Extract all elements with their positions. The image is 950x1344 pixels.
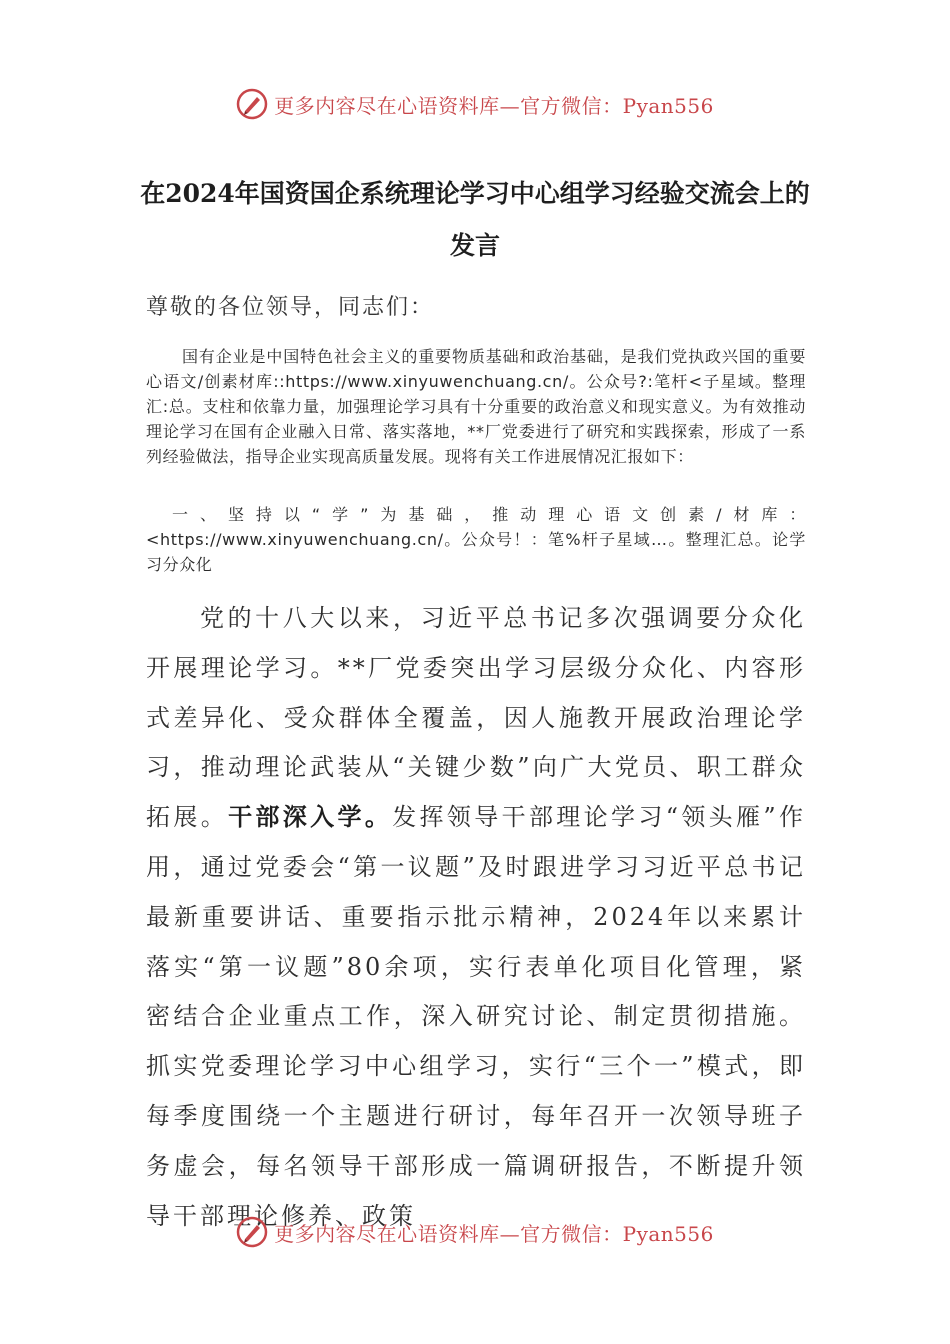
- header-banner-text: 更多内容尽在心语资料库—官方微信：Pyan556: [274, 93, 714, 118]
- body-text-before: 党的十八大以来，习近平总书记多次强调要分众化开展理论学习。**厂党委突出学习层级分众化、内容形式差异化、受众群体全覆盖，因人施教开展政治理论学习，推动理论武装从“关键少数”向广大党员、职工群众拓展。: [146, 604, 806, 832]
- wechat-account: Pyan556: [622, 1221, 714, 1246]
- pen-logo-icon: [236, 88, 268, 120]
- header-banner: [0, 84, 950, 124]
- salutation: 尊敬的各位领导，同志们：: [146, 295, 435, 320]
- body-bold-phrase: 干部深入学。: [228, 803, 393, 832]
- body-text-after: 发挥领导干部理论学习“领头雁”作用，通过党委会“第一议题”及时跟进学习习近平总书记最新重要讲话、重要指示批示精神，2024年以来累计落实“第一议题”80余项，实行表单化项目化管理，紧密结合企业重点工作，深入研究讨论、制定贯彻措施。抓实党委理论学习中心组学习，实行“三个一”模式，即每季度围绕一个主题进行研讨，每年召开一次领导班子务虚会，每名领导干部形成一篇调研报告，不断提升领导干部理论修养、政策: [146, 803, 807, 1230]
- wechat-account: Pyan556: [622, 93, 714, 118]
- intro-paragraph: 国有企业是中国特色社会主义的重要物质基础和政治基础，是我们党执政兴国的重要心语文/创素材库::https://www.xinyuwenchuang.cn/。公众号?:笔杆<子星域。整理汇:总。支柱和依靠力量，加强理论学习具有十分重要的政治意义和现实意义。为有效推动理论学习在国有企业融入日常、落实落地，**厂党委进行了研究和实践探索，形成了一系列经验做法，指导企业实现高质量发展。现将有关工作进展情况汇报如下：: [146, 347, 806, 466]
- pen-logo-icon: [236, 1216, 268, 1248]
- footer-banner: [0, 1212, 950, 1252]
- document-title: 在2024年国资国企系统理论学习中心组学习经验交流会上的发言: [140, 179, 810, 260]
- body-paragraph: [146, 594, 806, 1241]
- section-heading-paragraph: 一、坚持以“学”为基础，推动理心语文创素/材库：<https://www.xinyuwenchuang.cn/。公众号！：笔%杆子星域…。整理汇总。论学习分众化: [146, 505, 806, 574]
- footer-banner-text: 更多内容尽在心语资料库—官方微信：Pyan556: [274, 1221, 714, 1246]
